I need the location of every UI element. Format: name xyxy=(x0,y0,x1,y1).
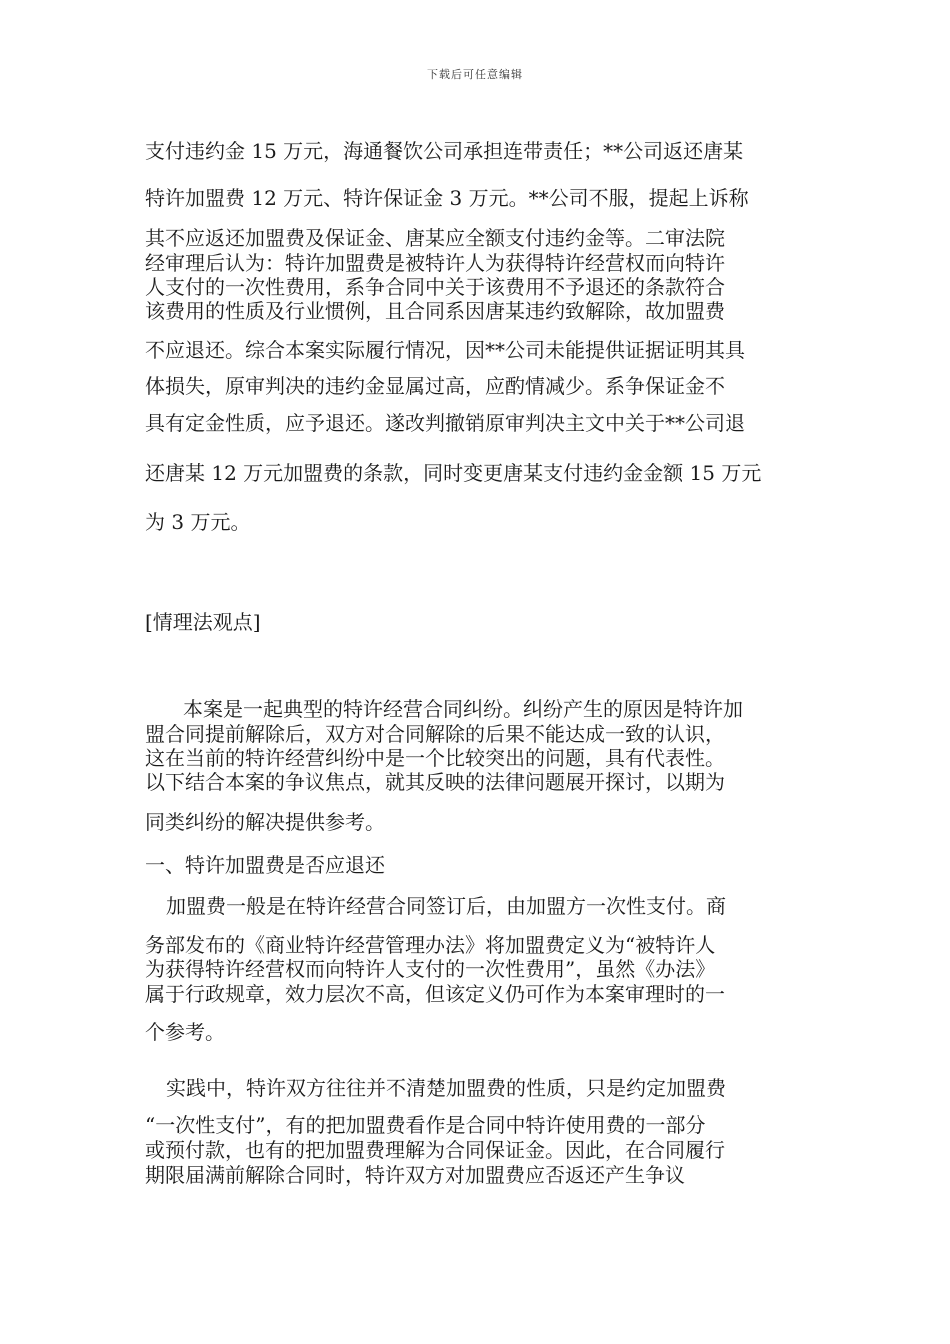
body-line: 该费用的性质及行业惯例，且合同系因唐某违约致解除，故加盟费 xyxy=(145,299,725,323)
body-line: 为获得特许经营权而向特许人支付的一次性费用”，虽然《办法》 xyxy=(145,957,716,981)
body-line: 人支付的一次性费用，系争合同中关于该费用不予退还的条款符合 xyxy=(145,275,725,299)
body-line: 务部发布的《商业特许经营管理办法》将加盟费定义为“被特许人 xyxy=(145,933,716,957)
body-line: 还唐某 12 万元加盟费的条款，同时变更唐某支付违约金金额 15 万元 xyxy=(145,461,762,485)
body-line: 本案是一起典型的特许经营合同纠纷。纠纷产生的原因是特许加 xyxy=(163,697,743,721)
body-line: 属于行政规章，效力层次不高，但该定义仍可作为本案审理时的一 xyxy=(145,982,725,1006)
section-heading: [情理法观点] xyxy=(145,610,261,634)
body-line: 具有定金性质，应予退还。遂改判撤销原审判决主文中关于**公司退 xyxy=(145,411,745,435)
body-line: 这在当前的特许经营纠纷中是一个比较突出的问题，具有代表性。 xyxy=(145,746,725,770)
body-line: 为 3 万元。 xyxy=(145,510,251,534)
body-line: 其不应返还加盟费及保证金、唐某应全额支付违约金等。二审法院 xyxy=(145,226,725,250)
body-line: 不应退还。综合本案实际履行情况，因**公司未能提供证据证明其具 xyxy=(145,338,745,362)
body-line: 盟合同提前解除后，双方对合同解除的后果不能达成一致的认识， xyxy=(145,722,725,746)
body-line: 实践中，特许双方往往并不清楚加盟费的性质，只是约定加盟费 xyxy=(166,1076,726,1100)
body-line: 支付违约金 15 万元，海通餐饮公司承担连带责任；**公司返还唐某 xyxy=(145,139,744,163)
body-line: 期限届满前解除合同时，特许双方对加盟费应否返还产生争议 xyxy=(145,1163,685,1187)
body-line: 体损失，原审判决的违约金显属过高，应酌情减少。系争保证金不 xyxy=(145,374,725,398)
body-line: “一次性支付”，有的把加盟费看作是合同中特许使用费的一部分 xyxy=(145,1113,706,1137)
body-line: 经审理后认为：特许加盟费是被特许人为获得特许经营权而向特许 xyxy=(145,251,725,275)
body-line: 同类纠纷的解决提供参考。 xyxy=(145,810,385,834)
subsection-heading: 一、特许加盟费是否应退还 xyxy=(145,853,385,877)
body-line: 特许加盟费 12 万元、特许保证金 3 万元。**公司不服，提起上诉称 xyxy=(145,186,749,210)
body-line: 或预付款，也有的把加盟费理解为合同保证金。因此，在合同履行 xyxy=(145,1138,725,1162)
body-line: 个参考。 xyxy=(145,1020,225,1044)
body-line: 加盟费一般是在特许经营合同签订后，由加盟方一次性支付。商 xyxy=(166,894,726,918)
page-header-note: 下载后可任意编辑 xyxy=(427,68,523,81)
body-line: 以下结合本案的争议焦点，就其反映的法律问题展开探讨，以期为 xyxy=(145,770,725,794)
